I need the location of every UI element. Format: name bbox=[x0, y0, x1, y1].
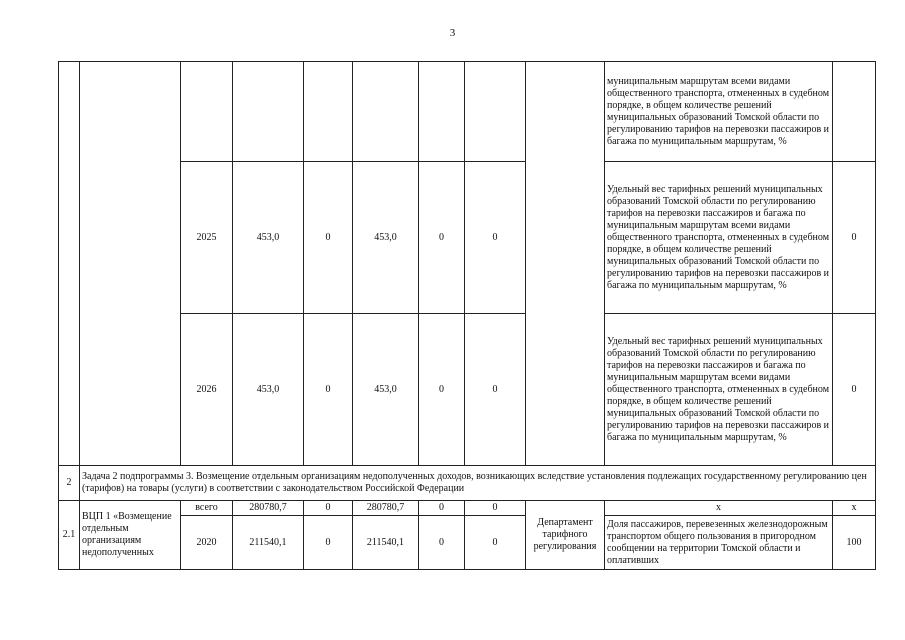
row-number-cell: 2.1 bbox=[59, 501, 80, 570]
local-cell: 0 bbox=[419, 516, 465, 570]
row-number-cell bbox=[59, 62, 80, 466]
total-cell: 453,0 bbox=[233, 314, 304, 466]
indicator-value-cell: 0 bbox=[833, 314, 876, 466]
regional-cell: 453,0 bbox=[353, 162, 419, 314]
page-number: 3 bbox=[449, 27, 456, 39]
federal-cell: 0 bbox=[304, 162, 353, 314]
activity-name-cell: ВЦП 1 «Возмещение отдельным организациям недополученных bbox=[80, 501, 181, 570]
table-row bbox=[59, 516, 876, 570]
indicator-value-cell: 100 bbox=[833, 516, 876, 570]
task-number-cell: 2 bbox=[59, 466, 80, 501]
regional-cell bbox=[353, 62, 419, 162]
year-cell: всего bbox=[181, 501, 233, 516]
task-title-cell: Задача 2 подпрограммы 3. Возмещение отдельным организациям недополученных доходов, возникающих вследствие установления подлежащих государственному регулированию цен (тарифов) на товары (услуги) в соответствии с законодательством Российской Федерации bbox=[80, 466, 876, 501]
indicator-cell: Доля пассажиров, перевезенных железнодорожным транспортом общего пользования в пригородном сообщении на территории Томской области и оплативших bbox=[605, 516, 833, 570]
indicator-value-cell bbox=[833, 62, 876, 162]
federal-cell bbox=[304, 62, 353, 162]
executor-cell: Департамент тарифного регулирования bbox=[526, 501, 605, 570]
indicator-cell: Удельный вес тарифных решений муниципальных образований Томской области по регулированию тарифов на перевозки пассажиров и багажа по муниципальным маршрутам всеми видами общественного транспорта, отмененных в судебном порядке, в общем количестве решений муниципальных образований Томской области по регулированию тарифов на перевозки пассажиров и багажа по муниципальным маршрутам, % bbox=[605, 314, 833, 466]
regional-cell: 280780,7 bbox=[353, 501, 419, 516]
other-cell: 0 bbox=[465, 162, 526, 314]
program-table bbox=[58, 61, 876, 570]
indicator-value-cell: 0 bbox=[833, 162, 876, 314]
other-cell: 0 bbox=[465, 516, 526, 570]
indicator-cell: x bbox=[605, 501, 833, 516]
executor-cell bbox=[526, 62, 605, 466]
table-row bbox=[59, 314, 876, 466]
local-cell: 0 bbox=[419, 501, 465, 516]
table-row bbox=[59, 162, 876, 314]
total-cell: 211540,1 bbox=[233, 516, 304, 570]
total-cell: 453,0 bbox=[233, 162, 304, 314]
year-cell: 2025 bbox=[181, 162, 233, 314]
table-row bbox=[59, 62, 876, 162]
other-cell: 0 bbox=[465, 501, 526, 516]
year-cell bbox=[181, 62, 233, 162]
regional-cell: 211540,1 bbox=[353, 516, 419, 570]
other-cell bbox=[465, 62, 526, 162]
federal-cell: 0 bbox=[304, 501, 353, 516]
other-cell: 0 bbox=[465, 314, 526, 466]
activity-name-cell bbox=[80, 62, 181, 466]
indicator-cell: Удельный вес тарифных решений муниципальных образований Томской области по регулированию тарифов на перевозки пассажиров и багажа по муниципальным маршрутам всеми видами общественного транспорта, отмененных в судебном порядке, в общем количестве решений муниципальных образований Томской области по регулированию тарифов на перевозки пассажиров и багажа по муниципальным маршрутам, % bbox=[605, 162, 833, 314]
local-cell: 0 bbox=[419, 314, 465, 466]
total-cell: 280780,7 bbox=[233, 501, 304, 516]
year-cell: 2026 bbox=[181, 314, 233, 466]
regional-cell: 453,0 bbox=[353, 314, 419, 466]
total-cell bbox=[233, 62, 304, 162]
federal-cell: 0 bbox=[304, 314, 353, 466]
table-row bbox=[59, 501, 876, 516]
task-row bbox=[59, 466, 876, 501]
local-cell: 0 bbox=[419, 162, 465, 314]
indicator-value-cell: x bbox=[833, 501, 876, 516]
indicator-cell: муниципальным маршрутам всеми видами общественного транспорта, отмененных в судебном порядке, в общем количестве решений муниципальных образований Томской области по регулированию тарифов на перевозки пассажиров и багажа по муниципальным маршрутам, % bbox=[605, 62, 833, 162]
year-cell: 2020 bbox=[181, 516, 233, 570]
local-cell bbox=[419, 62, 465, 162]
federal-cell: 0 bbox=[304, 516, 353, 570]
